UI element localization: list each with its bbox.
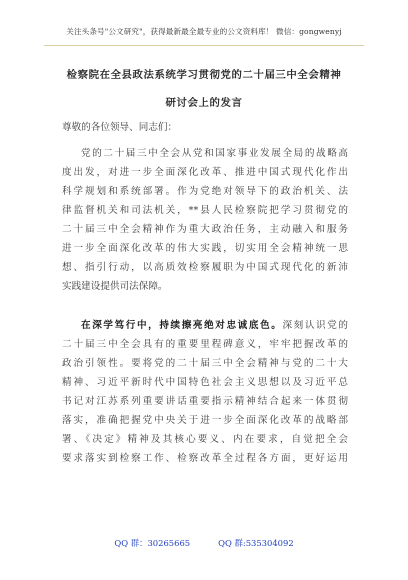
paragraph-2-first-rest: 深刻认识党的 <box>282 320 348 331</box>
paragraph-1-line: 度出发，对进一步全面深化改革、推进中国式现代化作出 <box>62 167 348 178</box>
footer-contact <box>0 537 408 549</box>
header-note: 关注头条号"公文研究"，获得最新最全最专业的公文资料库！ 微信：gongwenyj <box>66 27 342 36</box>
footer-qq-group-2: QQ 群:535304092 <box>218 538 294 548</box>
paragraph-2-line: 二十届三中全会具有的重要里程碑意义，牢牢把握改革的 <box>62 339 348 350</box>
document-title-line-2: 研讨会上的发言 <box>165 97 243 109</box>
document-title-line-1: 检察院在全县政法系统学习贯彻党的二十届三中全会精神 <box>66 69 342 81</box>
paragraph-1-line: 实践建设提供司法保障。 <box>62 281 168 292</box>
paragraph-1-line: 进一步全面深化改革的伟大实践，切实用全会精神统一思 <box>62 243 348 254</box>
paragraph-1-line: 二十届三中全会精神作为重大政治任务，主动融入和服务 <box>62 224 348 235</box>
paragraph-2-line: 要求落实到检察工作、检察改革全过程各方面，更好运用 <box>62 453 348 464</box>
paragraph-1-line: 党的二十届三中全会从党和国家事业发展全局的战略高 <box>81 148 348 159</box>
paragraph-1-line: 想、指引行动，以高质效检察履职为中国式现代化的新沛 <box>62 262 348 273</box>
paragraph-2-lead: 在深学笃行中，持续擦亮绝对忠诚底色。 <box>81 320 283 331</box>
footer-qq-group-1: QQ 群：30265665 <box>114 538 191 548</box>
paragraph-2-line: 政治引领性。要将党的二十届三中全会精神与党的二十大 <box>62 358 348 369</box>
header-divider <box>44 45 364 46</box>
salutation: 尊敬的各位领导、同志们： <box>62 122 178 133</box>
paragraph-2-line: 精神、习近平新时代中国特色社会主义思想以及习近平总 <box>62 377 348 388</box>
paragraph-2-line: 落实，准确把握党中央关于进一步全面深化改革的战略部 <box>62 415 348 426</box>
paragraph-1-line: 科学规划和系统部署。作为党绝对领导下的政治机关、法 <box>62 186 348 197</box>
paragraph-2-first-line <box>62 319 348 333</box>
paragraph-2-line: 署、《决定》精神及其核心要义、内在要求，自觉把全会 <box>62 434 348 445</box>
paragraph-2-line: 书记对江苏系列重要讲话重要指示精神结合起来一体贯彻 <box>62 396 348 407</box>
paragraph-1-line: 律监督机关和司法机关，**县人民检察院把学习贯彻党的 <box>62 205 348 216</box>
